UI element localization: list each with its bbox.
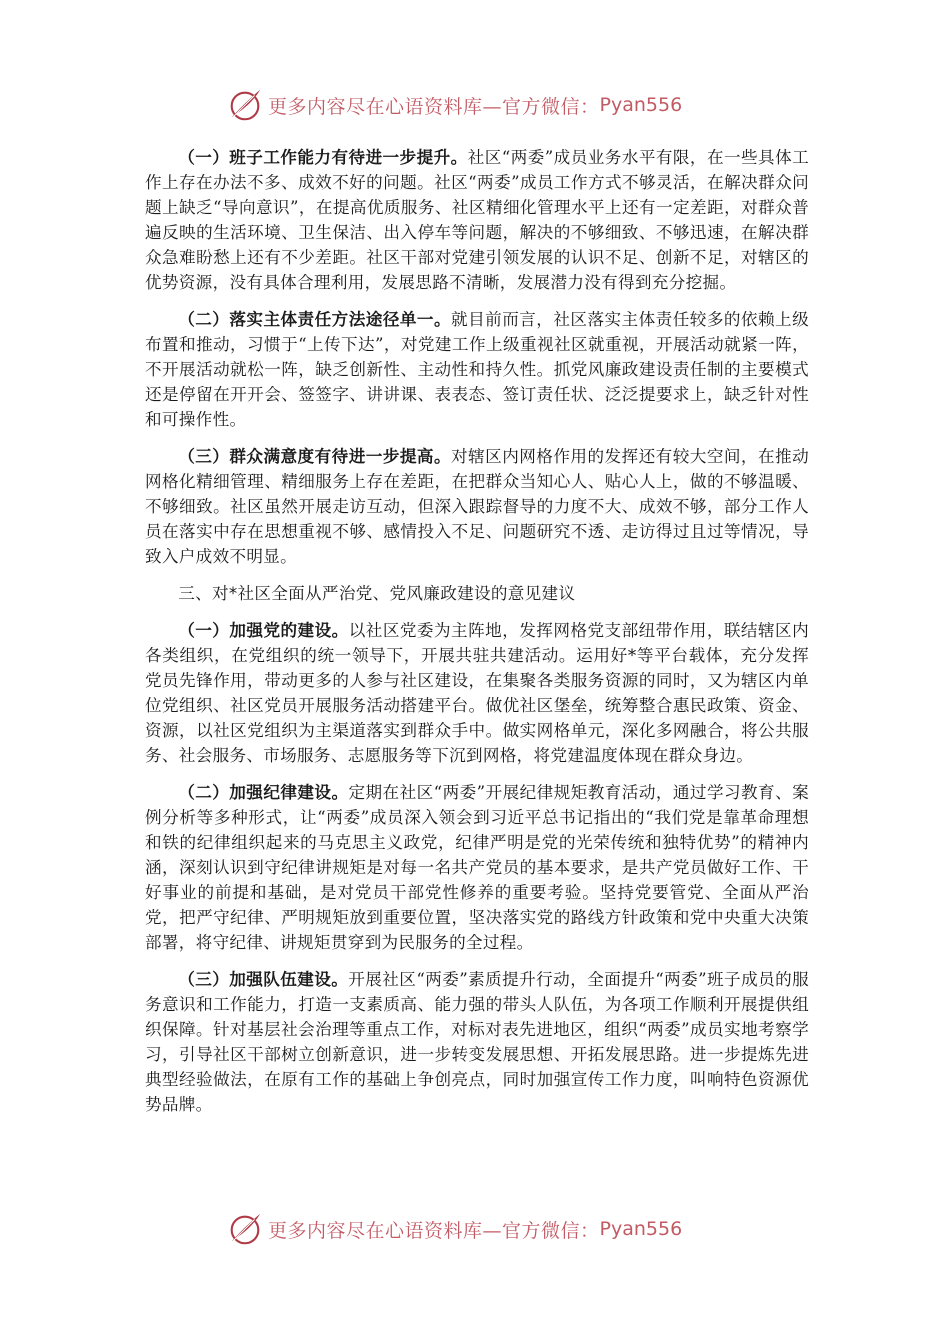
watermark-text: 更多内容尽在心语资料库—官方微信： — [268, 95, 600, 118]
problem-paragraph-3 — [145, 444, 809, 569]
paragraph-body: 对辖区内网格作用的发挥还有较大空间，在推动网格化精细管理、精细服务上存在差距，在把群众当知心人、贴心人上，做的不够温暖、不够细致。社区虽然开展走访互动，但深入跟踪督导的力度不大、成效不够，部分工作人员在落实中存在思想重视不够、感情投入不足、问题研究不透、走访得过且过等情况，导致入户成效不明显。 — [145, 447, 809, 566]
watermark-wechat-id: Pyan556 — [599, 94, 683, 116]
watermark-wechat-id: Pyan556 — [599, 1218, 683, 1240]
problem-paragraph-2 — [145, 307, 809, 432]
paragraph-lead: （二）加强纪律建设。 — [178, 783, 349, 802]
paragraph-lead: （三）群众满意度有待进一步提高。 — [178, 447, 452, 466]
suggestion-paragraph-1 — [145, 618, 809, 768]
paragraph-body: 社区“两委”成员业务水平有限，在一些具体工作上存在办法不多、成效不好的问题。社区“两委”成员工作方式不够灵活，在解决群众问题上缺乏“导向意识”，在提高优质服务、社区精细化管理水平上还有一定差距，对群众普遍反映的生活环境、卫生保洁、出入停车等问题，解决的不够细致、不够迅速，在解决群众急难盼愁上还有不少差距。社区干部对党建引领发展的认识不足、创新不足，对辖区的优势资源，没有具体合理利用，发展思路不清晰，发展潜力没有得到充分挖掘。 — [145, 148, 810, 292]
watermark-text: 更多内容尽在心语资料库—官方微信： — [268, 1219, 600, 1242]
quill-logo-icon — [226, 1210, 264, 1248]
watermark-banner-top — [226, 85, 726, 125]
watermark-banner-bottom — [226, 1209, 726, 1249]
paragraph-lead: （三）加强队伍建设。 — [178, 970, 349, 989]
paragraph-lead: （二）落实主体责任方法途径单一。 — [178, 310, 452, 329]
suggestion-paragraph-2 — [145, 780, 809, 955]
suggestion-paragraph-3 — [145, 967, 809, 1117]
problem-paragraph-1 — [145, 145, 809, 295]
paragraph-lead: （一）加强党的建设。 — [178, 621, 349, 640]
paragraph-body: 就目前而言，社区落实主体责任较多的依赖上级布置和推动，习惯于“上传下达”，对党建工作上级重视社区就重视，开展活动就紧一阵，不开展活动就松一阵，缺乏创新性、主动性和持久性。抓党风廉政建设责任制的主要模式还是停留在开开会、签签字、讲讲课、表表态、签订责任状、泛泛提要求上，缺乏针对性和可操作性。 — [145, 310, 809, 429]
paragraph-lead: （一）班子工作能力有待进一步提升。 — [178, 148, 468, 167]
section-heading: 三、对*社区全面从严治党、党风廉政建设的意见建议 — [178, 584, 576, 603]
paragraph-body: 定期在社区“两委”开展纪律规矩教育活动，通过学习教育、案例分析等多种形式，让“两委”成员深入领会到习近平总书记指出的“我们党是靠革命理想和铁的纪律组织起来的马克思主义政党，纪律严明是党的光荣传统和独特优势”的精神内涵，深刻认识到守纪律讲规矩是对每一名共产党员的基本要求，是共产党员做好工作、干好事业的前提和基础，是对党员干部党性修养的重要考验。坚持党要管党、全面从严治党，把严守纪律、严明规矩放到重要位置，坚决落实党的路线方针政策和党中央重大决策部署，将守纪律、讲规矩贯穿到为民服务的全过程。 — [145, 783, 809, 952]
paragraph-body: 以社区党委为主阵地，发挥网格党支部纽带作用，联结辖区内各类组织，在党组织的统一领导下，开展共驻共建活动。运用好*等平台载体，充分发挥党员先锋作用，带动更多的人参与社区建设，在集聚各类服务资源的同时，又为辖区内单位党组织、社区党员开展服务活动搭建平台。做优社区堡垒，统筹整合惠民政策、资金、资源，以社区党组织为主渠道落实到群众手中。做实网格单元，深化多网融合，将公共服务、社会服务、市场服务、志愿服务等下沉到网格，将党建温度体现在群众身边。 — [145, 621, 809, 765]
document-body — [145, 145, 809, 1129]
quill-logo-icon — [226, 86, 264, 124]
paragraph-body: 开展社区“两委”素质提升行动，全面提升“两委”班子成员的服务意识和工作能力，打造一支素质高、能力强的带头人队伍，为各项工作顺利开展提供组织保障。针对基层社会治理等重点工作，对标对表先进地区，组织“两委”成员实地考察学习，引导社区干部树立创新意识，进一步转变发展思想、开拓发展思路。进一步提炼先进典型经验做法，在原有工作的基础上争创亮点，同时加强宣传工作力度，叫响特色资源优势品牌。 — [145, 970, 809, 1114]
